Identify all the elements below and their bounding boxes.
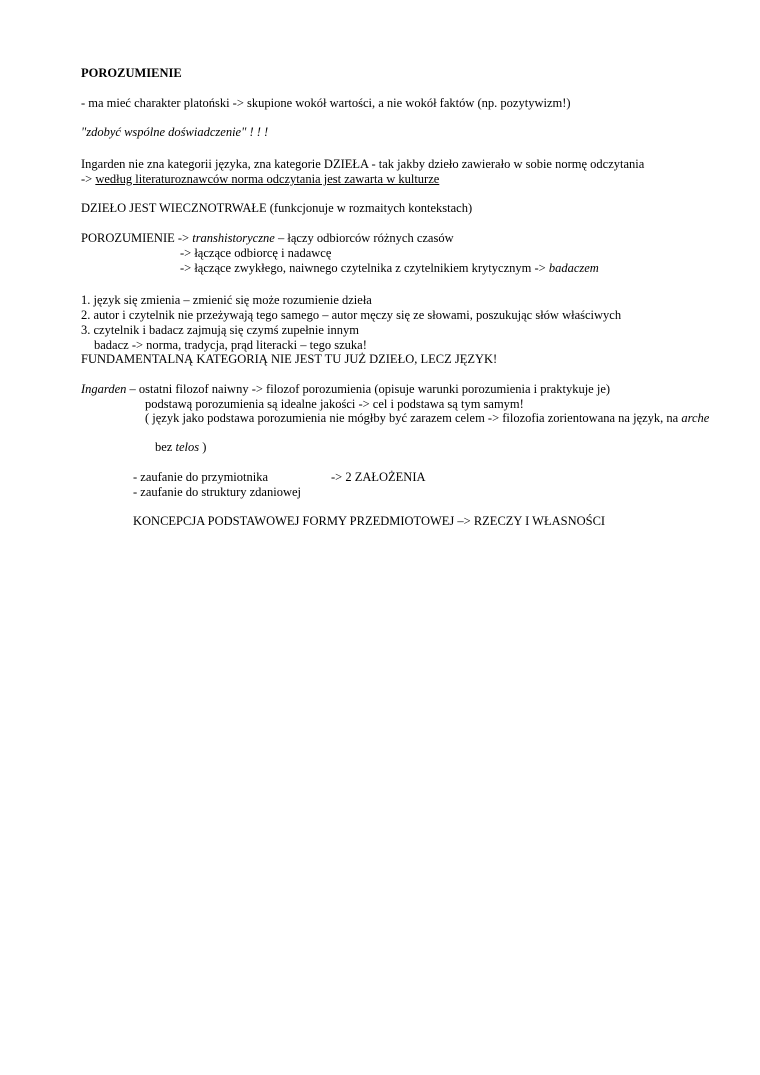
list-item-1: 1. język się zmienia – zmienić się może rozumienie dzieła [81, 293, 372, 307]
porozumienie-line-1 [81, 231, 454, 246]
zalozenia-label: -> 2 ZAŁOŻENIA [331, 470, 426, 484]
platonic-line: - ma mieć charakter platoński -> skupione wokół wartości, a nie wokół faktów (np. pozytywizm!) [81, 96, 571, 110]
quote-line: "zdobyć wspólne doświadczenie" ! ! ! [81, 125, 269, 139]
porozumienie-line-2: -> łączące odbiorcę i nadawcę [180, 246, 332, 260]
dzielo-line: DZIEŁO JEST WIECZNOTRWAŁE (funkcjonuje w rozmaitych kontekstach) [81, 201, 473, 215]
telos-text: telos [175, 440, 200, 454]
porozumienie-line-3 [180, 261, 599, 276]
ingarden2-line-3-text: ( język jako podstawa porozumienia nie mógłby być zarazem celem -> filozofia zorientowana na język, na [145, 411, 682, 425]
fundamental-line: FUNDAMENTALNĄ KATEGORIĄ NIE JEST TU JUŻ DZIEŁO, LECZ JĘZYK! [81, 352, 498, 366]
bez-text: bez [155, 440, 176, 454]
porozumienie-prefix: POROZUMIENIE -> [81, 231, 193, 245]
badaczem-text: badaczem [548, 261, 599, 275]
list-item-2: 2. autor i czytelnik nie przeżywają tego samego – autor męczy się ze słowami, poszukując słów właściwych [81, 308, 622, 322]
porozumienie-line-3-text: -> łączące zwykłego, naiwnego czytelnika z czytelnikiem krytycznym -> [180, 261, 549, 275]
zaufanie-item-1: - zaufanie do przymiotnika [133, 470, 269, 484]
underlined-text: według literaturoznawców norma odczytania jest zawarta w kulturze [95, 172, 440, 186]
zaufanie-item-2: - zaufanie do struktury zdaniowej [133, 485, 301, 499]
list-item-3: 3. czytelnik i badacz zajmują się czymś zupełnie innym [81, 323, 360, 337]
koncepcja-line: KONCEPCJA PODSTAWOWEJ FORMY PRZEDMIOTOWEJ –> RZECZY I WŁASNOŚCI [133, 514, 606, 528]
list-item-3-sub: badacz -> norma, tradycja, prąd literacki – tego szuka! [94, 338, 367, 352]
ingarden-line-1: Ingarden nie zna kategorii języka, zna kategorie DZIEŁA - tak jakby dzieło zawierało w sobie normę odczytania [81, 157, 645, 171]
ingarden-name: Ingarden [81, 382, 127, 396]
porozumienie-rest: – łączy odbiorców różnych czasów [274, 231, 454, 245]
bez-telos-line [155, 440, 206, 455]
transhistoryczne-text: transhistoryczne [192, 231, 275, 245]
ingarden2-rest: – ostatni filozof naiwny -> filozof porozumienia (opisuje warunki porozumienia i praktykuje je) [126, 382, 611, 396]
arche-text: arche [681, 411, 710, 425]
bez-close: ) [199, 440, 207, 454]
ingarden-line-2 [81, 172, 439, 187]
ingarden2-line-3 [145, 411, 709, 426]
ingarden2-line-2: podstawą porozumienia są idealne jakości -> cel i podstawa są tym samym! [145, 397, 524, 411]
arrow-prefix: -> [81, 172, 96, 186]
document-title: POROZUMIENIE [81, 66, 182, 80]
ingarden2-line-1 [81, 382, 610, 397]
